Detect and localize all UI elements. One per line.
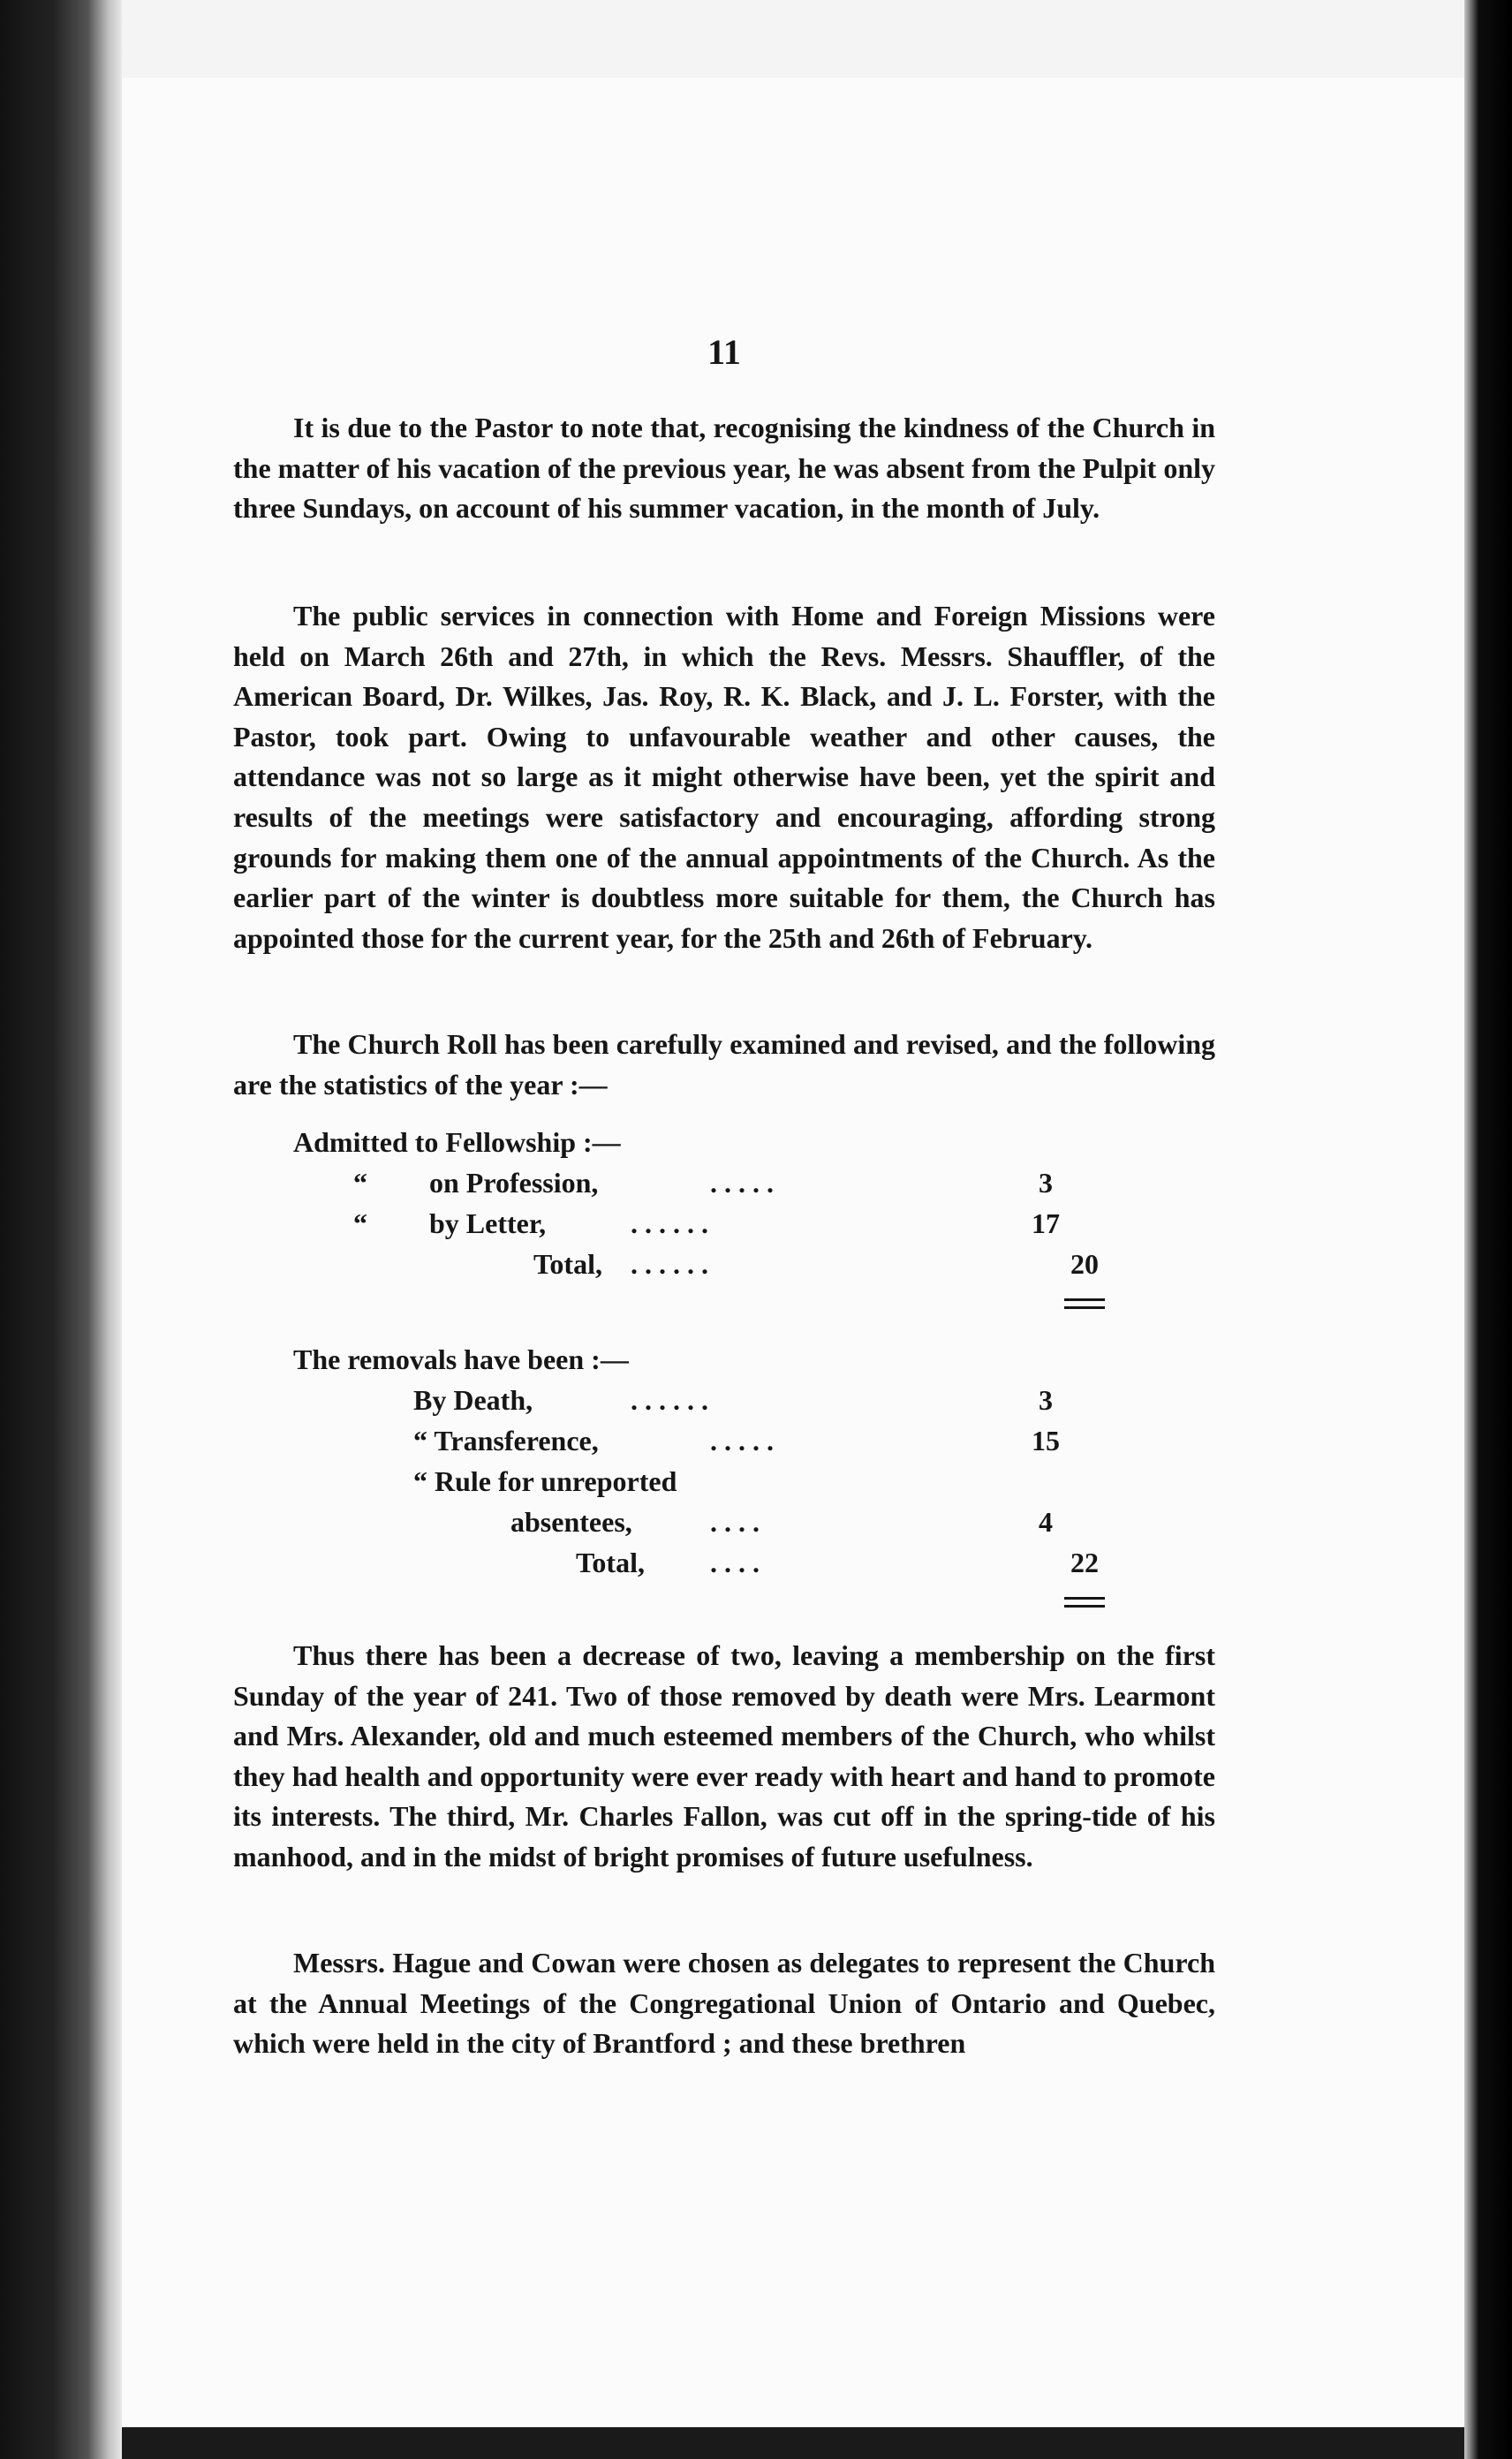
- removal-row-label: “ Rule for unreported: [413, 1465, 677, 1497]
- leader-dots: . . . .: [710, 1547, 760, 1578]
- scan-top-margin: [0, 0, 1512, 78]
- admitted-total-value: 20: [1070, 1248, 1099, 1280]
- leader-dots: . . . . . .: [631, 1207, 708, 1239]
- paragraph-pastor-vacation: It is due to the Pastor to note that, recognising the kindness of the Church in the matter of his vacation of the previous year, he was absent from the Pulpit only three Sundays, on account of his summer vacation, in the month of July.: [233, 412, 1215, 525]
- admitted-ditto-mark: “: [353, 1207, 367, 1239]
- admitted-heading: Admitted to Fellowship :—: [293, 1126, 621, 1158]
- leader-dots: . . . . . .: [631, 1248, 708, 1280]
- removals-total-label: Total,: [576, 1547, 645, 1578]
- removals-total-value: 22: [1070, 1547, 1099, 1578]
- paragraph-delegates: Messrs. Hague and Cowan were chosen as delegates to represent the Church at the Annual Meetings of the Congregational Union of Ontario and Quebec, which were held in the city of Brantford ; and these brethren: [233, 1947, 1215, 2060]
- paragraph-church-roll: The Church Roll has been carefully examined and revised, and the following are the statistics of the year :—: [233, 1028, 1215, 1101]
- removal-row-value: 15: [1032, 1425, 1060, 1456]
- removal-row-label: absentees,: [510, 1506, 632, 1538]
- removal-row-value: 3: [1039, 1384, 1053, 1416]
- admitted-row-label: by Letter,: [429, 1207, 547, 1239]
- admitted-ditto-mark: “: [353, 1167, 367, 1199]
- paragraph-membership-decrease: Thus there has been a decrease of two, leaving a membership on the first Sunday of the year of 241. Two of those removed by death were Mrs. Learmont and Mrs. Alexander, old and much esteemed members of the Church, who whilst they had health and opportunity were ever ready with heart and hand to promote its interests. The third, Mr. Charles Fallon, was cut off in the spring-tide of his manhood, and in the midst of bright promises of future usefulness.: [233, 1639, 1215, 1873]
- total-double-rule: [1064, 1597, 1105, 1608]
- removal-row-label: “ Transference,: [413, 1425, 599, 1456]
- admitted-row-label: on Profession,: [429, 1167, 599, 1199]
- leader-dots: . . . . .: [710, 1425, 774, 1456]
- admitted-row-value: 3: [1039, 1167, 1053, 1199]
- scan-right-edge: [1464, 0, 1512, 2459]
- admitted-total-label: Total,: [533, 1248, 602, 1280]
- removal-row-label: By Death,: [413, 1384, 533, 1416]
- page-number: 11: [707, 332, 741, 372]
- statistics-table: [233, 1122, 1215, 1616]
- removal-row-value: 4: [1039, 1506, 1053, 1538]
- leader-dots: . . . . .: [710, 1167, 774, 1199]
- total-double-rule: [1064, 1298, 1105, 1309]
- leader-dots: . . . .: [710, 1506, 760, 1538]
- paragraph-mission-services: The public services in connection with Home and Foreign Missions were held on March 26th and 27th, in which the Revs. Messrs. Shauffler, of the American Board, Dr. Wilkes, Jas. Roy, R. K. Black, and J. L. Forster, with the Pastor, took part. Owing to unfavourable weather and other causes, the attendance was not so large as it might otherwise have been, yet the spirit and results of the meetings were satisfactory and encouraging, affording strong grounds for making them one of the annual appointments of the Church. As the earlier part of the winter is doubtless more suitable for them, the Church has appointed those for the current year, for the 25th and 26th of February.: [233, 600, 1215, 954]
- leader-dots: . . . . . .: [631, 1384, 708, 1416]
- removals-heading: The removals have been :—: [293, 1343, 629, 1375]
- admitted-row-value: 17: [1032, 1207, 1060, 1239]
